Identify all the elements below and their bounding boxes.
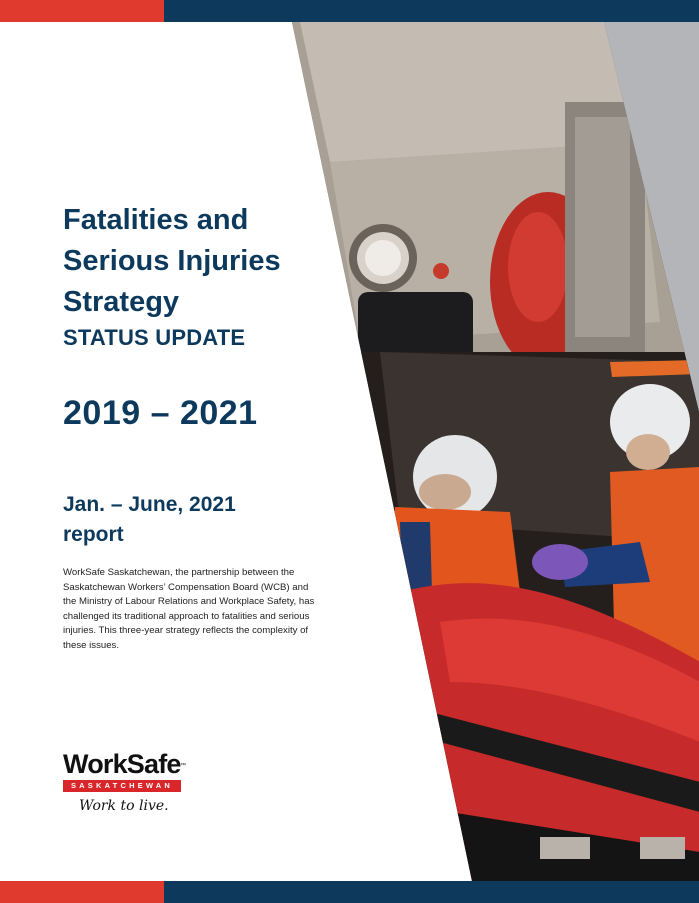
- title-block: [63, 200, 313, 351]
- bottom-navy-bar: [164, 881, 699, 903]
- report-years: 2019 – 2021: [63, 394, 258, 432]
- logo-wordmark: [63, 749, 186, 779]
- report-description: WorkSafe Saskatchewan, the partnership between the Saskatchewan Workers’ Compensation Board (WCB) and the Ministry of Labour Relations and Workplace Safety, has challenged its traditional approach to fatalities and serious injuries. This three-year strategy reflects the complexity of these issues.: [63, 567, 315, 651]
- bottom-red-bar: [0, 881, 164, 903]
- top-red-bar: [0, 0, 164, 22]
- top-navy-bar: [164, 0, 699, 22]
- report-title: Fatalities and Serious Injuries Strategy: [63, 204, 281, 318]
- logo-region-strip: SASKATCHEWAN: [63, 780, 181, 792]
- worksafe-logo: [63, 749, 186, 814]
- logo-wordmark-text: WorkSafe: [63, 749, 181, 779]
- logo-trademark: ™: [180, 763, 186, 769]
- report-period: Jan. – June, 2021 report: [63, 493, 236, 546]
- report-subtitle: STATUS UPDATE: [63, 325, 246, 350]
- logo-tagline: Work to live.: [79, 798, 169, 814]
